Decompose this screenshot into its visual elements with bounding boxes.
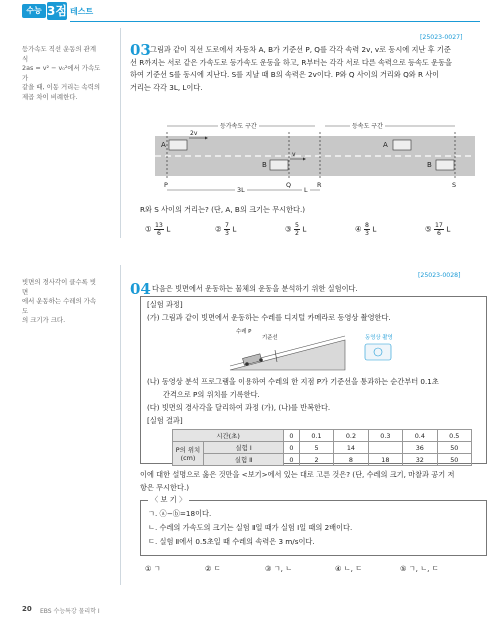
table-cell: 50 [437,454,471,466]
table-cell: 36 [403,442,437,454]
section-number: 3점 [47,4,67,18]
camera-label: 동영상 촬영 [365,335,393,341]
sidebar-divider-2 [120,265,121,585]
road-diagram [155,118,475,200]
q3-question: R와 S 사이의 거리는? (단, A, B의 크기는 무시한다.) [140,205,306,214]
q4-question-1: 이에 대한 설명으로 옳은 것만을 <보기>에서 있는 대로 고른 것은? (단, 수레의 크기, 마찰과 공기 저 [140,470,455,479]
car-a-final-label: A [383,141,388,149]
row-label-exp2: 실험 Ⅱ [204,454,284,466]
car-a [169,140,187,150]
cart-label: 수레 P [236,329,252,335]
row-label-exp1: 실험 Ⅰ [204,442,284,454]
time-header: 시간(초) [173,430,284,442]
sidebar-divider [120,28,121,238]
q3-choice-4[interactable]: ④ $\frac{8}{3}$ L [355,222,377,237]
table-cell: 8 [334,454,368,466]
bogi-item-2: ㄴ. 수레의 가속도의 크기는 실험 Ⅱ일 때가 실험 Ⅰ일 때의 2배이다. [148,523,353,532]
result-title: [실험 결과] [147,416,183,425]
q4-choice-1[interactable]: ① ㄱ [145,564,161,573]
position-header: P의 위치 (cm) [173,442,204,466]
line-p: P [164,181,168,189]
q4-question-2: 항은 무시한다.) [140,483,190,492]
q3-choice-3[interactable]: ③ $\frac{5}{2}$ L [285,222,307,237]
table-cell: 0 [284,454,300,466]
table-cell: 14 [334,442,368,454]
line-q: Q [286,181,292,189]
car-a-label: A [161,141,166,149]
line-s: S [452,181,457,189]
line-r: R [317,181,322,189]
bogi-item-1: ㄱ. ⓐ−ⓑ=18이다. [148,509,212,518]
table-cell: 18 [368,454,402,466]
car-b-final [436,160,454,170]
step-da: (다) 빗면의 경사각을 달리하여 과정 (가), (나)를 반복한다. [147,403,331,412]
q3-text: 그림과 같이 직선 도로에서 자동차 A, B가 기준선 P, Q를 각각 속력 2v, v로 동시에 지난 후 기준 선 R까지는 서로 같은 가속도로 등가속도 운동을 하고, R부터는 각각 서로 다른 속력으로 등속도 운동을 하여 기준선 S를 동시에 지난다. S를 지날 때 B의 속력은 2v이다. P와 Q 사이의 거리와 Q와 R 사이 거리는 각각 3L, L이다. [130,45,452,92]
camera-icon [365,344,391,360]
bogi-title: 〈 보 기 〉 [148,495,189,505]
car-b-final-label: B [427,161,432,169]
table-cell: 2 [299,454,333,466]
table-cell: 50 [437,442,471,454]
q4-number: 04 [130,280,151,298]
section-tab: 수능 [22,4,46,18]
q3-choices [145,222,485,242]
table-cell: 32 [403,454,437,466]
section-label: 테스트 [70,7,94,16]
time-cell: 0.4 [403,430,437,442]
table-cell: 0 [284,442,300,454]
table-cell: 5 [299,442,333,454]
time-cell: 0 [284,430,300,442]
q4-choice-5[interactable]: ⑤ ㄱ, ㄴ, ㄷ [400,564,439,573]
time-cell: 0.3 [368,430,402,442]
car-a-speed: 2v [190,130,198,137]
q3-choice-2[interactable]: ② $\frac{7}{3}$ L [215,222,237,237]
page-number: 20 [22,605,32,613]
car-b-speed: v [292,151,296,158]
time-cell: 0.1 [299,430,333,442]
time-cell: 0.2 [334,430,368,442]
q4-side-note: 빗면의 경사각이 클수록 빗면 에서 운동하는 수레의 가속도 의 크기가 크다. [22,278,97,325]
q4-choice-3[interactable]: ③ ㄱ, ㄴ [265,564,293,573]
q4-choice-4[interactable]: ④ ㄴ, ㄷ [335,564,363,573]
table-cell [368,442,402,454]
q3-code: [25023-0027] [420,34,463,41]
zone-const-label: 등속도 구간 [352,123,383,130]
q3-choice-5[interactable]: ⑤ $\frac{17}{6}$ L [425,222,451,237]
book-title: EBS 수능특강 물리학 Ⅰ [40,608,100,615]
q4-text: 다음은 빗면에서 운동하는 물체의 운동을 분석하기 위한 실험이다. [152,284,358,293]
result-table [172,429,472,466]
time-cell: 0.5 [437,430,471,442]
zone-accel-label: 등가속도 구간 [220,123,257,130]
bogi-item-3: ㄷ. 실험 Ⅱ에서 0.5초일 때 수레의 속력은 3 m/s이다. [148,537,315,546]
car-b-label: B [262,161,267,169]
q3-side-note: 등가속도 직선 운동의 관계식 2as = v² − v₀²에서 가속도가 같을 때, 이동 거리는 속력의 제곱 차이 비례한다. [22,45,101,101]
q4-choice-2[interactable]: ② ㄷ [205,564,221,573]
dist-3l: 3L [237,186,245,194]
dist-l: L [304,186,308,194]
baseline-label: 기준선 [262,335,278,341]
car-a-final [393,140,411,150]
step-ga: (가) 그림과 같이 빗면에서 운동하는 수레를 디지털 카메라로 동영상 촬영한다. [147,313,391,322]
car-b [270,160,288,170]
q3-choice-1[interactable]: ① $\frac{13}{6}$ L [145,222,171,237]
q4-choices [145,564,485,578]
q3-number: 03 [130,41,151,59]
step-na: (나) 동영상 분석 프로그램을 이용하여 수레의 한 지점 P가 기준선을 통과하는 순간부터 0.1초 [147,377,439,386]
proc-title: [실험 과정] [147,300,183,309]
q4-code: [25023-0028] [418,272,461,279]
header-rule [70,21,480,22]
step-na-2: 간격으로 P의 위치를 기록한다. [163,390,260,399]
